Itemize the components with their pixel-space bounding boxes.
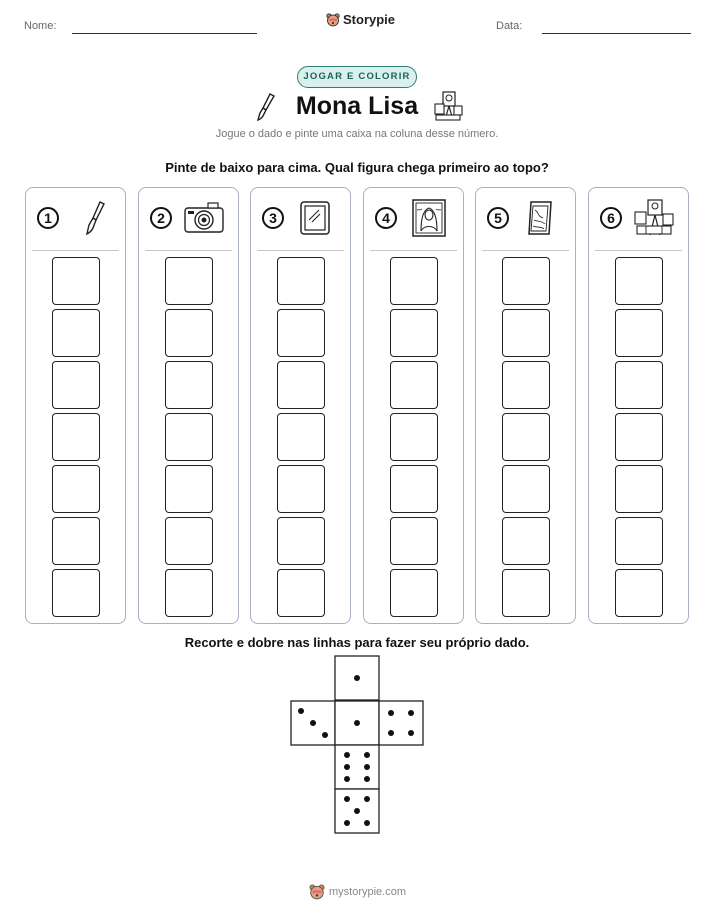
- color-box[interactable]: [502, 465, 550, 513]
- column-3: [250, 187, 351, 624]
- column-divider: [370, 250, 457, 251]
- color-box[interactable]: [165, 361, 213, 409]
- die-pip: [310, 720, 316, 726]
- color-box[interactable]: [52, 517, 100, 565]
- color-box[interactable]: [165, 309, 213, 357]
- color-box[interactable]: [277, 309, 325, 357]
- column-number: 5: [487, 207, 509, 229]
- column-divider: [257, 250, 344, 251]
- color-box[interactable]: [502, 413, 550, 461]
- color-box[interactable]: [277, 257, 325, 305]
- name-line[interactable]: [72, 33, 257, 34]
- color-box[interactable]: [277, 465, 325, 513]
- die-pip: [344, 752, 350, 758]
- footer-link[interactable]: mystorypie.com: [329, 886, 407, 898]
- die-pip: [344, 764, 350, 770]
- wooden-palette-board-icon: [519, 198, 563, 238]
- die-pip: [364, 820, 370, 826]
- color-box[interactable]: [165, 569, 213, 617]
- paintbrush-icon: [69, 198, 113, 238]
- activity-badge: JOGAR E COLORIR: [297, 66, 417, 88]
- column-number: 4: [375, 207, 397, 229]
- color-box[interactable]: [615, 413, 663, 461]
- color-box[interactable]: [615, 361, 663, 409]
- color-box[interactable]: [52, 361, 100, 409]
- color-box[interactable]: [52, 413, 100, 461]
- brand-name: Storypie: [343, 12, 396, 27]
- die-face-6[interactable]: [335, 745, 379, 789]
- column-divider: [32, 250, 119, 251]
- bear-logo-icon: [309, 884, 325, 900]
- die-pip: [354, 675, 360, 681]
- column-divider: [145, 250, 232, 251]
- color-box[interactable]: [390, 413, 438, 461]
- color-box[interactable]: [165, 257, 213, 305]
- color-box[interactable]: [615, 309, 663, 357]
- die-pip: [408, 730, 414, 736]
- color-box[interactable]: [165, 517, 213, 565]
- subtitle: Jogue o dado e pinte uma caixa na coluna desse número.: [215, 128, 499, 140]
- die-face-4[interactable]: [379, 701, 423, 745]
- column-divider: [595, 250, 682, 251]
- camera-icon: [182, 198, 226, 238]
- cut-instruction: Recorte e dobre nas linhas para fazer seu próprio dado.: [184, 635, 530, 650]
- color-box[interactable]: [277, 569, 325, 617]
- color-box[interactable]: [502, 361, 550, 409]
- color-box[interactable]: [615, 257, 663, 305]
- color-box[interactable]: [615, 517, 663, 565]
- instruction-text: Pinte de baixo para cima. Qual figura chega primeiro ao topo?: [165, 160, 549, 175]
- die-pip: [344, 796, 350, 802]
- die-pip: [364, 764, 370, 770]
- die-pip: [322, 732, 328, 738]
- color-box[interactable]: [52, 569, 100, 617]
- color-box[interactable]: [390, 361, 438, 409]
- color-box[interactable]: [277, 517, 325, 565]
- column-4: [363, 187, 464, 624]
- color-box[interactable]: [615, 465, 663, 513]
- color-box[interactable]: [502, 257, 550, 305]
- color-box[interactable]: [277, 413, 325, 461]
- column-5: [475, 187, 576, 624]
- column-number: 3: [262, 207, 284, 229]
- color-box[interactable]: [390, 309, 438, 357]
- page-title: Mona Lisa: [295, 92, 419, 120]
- color-box[interactable]: [502, 309, 550, 357]
- die-pip: [344, 820, 350, 826]
- picture-frame-icon: [294, 198, 338, 238]
- name-label: Nome:: [24, 20, 57, 32]
- date-label: Data:: [496, 20, 523, 32]
- die-pip: [354, 720, 360, 726]
- color-box[interactable]: [502, 517, 550, 565]
- die-pip: [364, 752, 370, 758]
- die-pip: [388, 710, 394, 716]
- color-box[interactable]: [390, 465, 438, 513]
- column-2: [138, 187, 239, 624]
- color-box[interactable]: [390, 517, 438, 565]
- bear-logo-icon: [326, 13, 340, 27]
- color-box[interactable]: [390, 257, 438, 305]
- mona-lisa-portrait-icon: [407, 198, 451, 238]
- color-box[interactable]: [52, 257, 100, 305]
- color-box[interactable]: [502, 569, 550, 617]
- color-box[interactable]: [615, 569, 663, 617]
- die-pip: [408, 710, 414, 716]
- color-box[interactable]: [390, 569, 438, 617]
- die-net: [288, 654, 428, 838]
- column-divider: [482, 250, 569, 251]
- color-box[interactable]: [165, 413, 213, 461]
- date-line[interactable]: [542, 33, 691, 34]
- die-pip: [364, 776, 370, 782]
- column-1: [25, 187, 126, 624]
- color-box[interactable]: [52, 309, 100, 357]
- brand-logo: [326, 12, 395, 27]
- color-box[interactable]: [165, 465, 213, 513]
- color-box[interactable]: [52, 465, 100, 513]
- footer: [309, 884, 406, 900]
- die-pip: [298, 708, 304, 714]
- die-pip: [354, 808, 360, 814]
- column-number: 6: [600, 207, 622, 229]
- color-box[interactable]: [277, 361, 325, 409]
- die-pip: [388, 730, 394, 736]
- easel-paintings-icon: [433, 90, 463, 122]
- die-pip: [364, 796, 370, 802]
- easel-paintings-icon: [632, 198, 676, 238]
- column-number: 2: [150, 207, 172, 229]
- column-number: 1: [37, 207, 59, 229]
- column-6: [588, 187, 689, 624]
- die-pip: [344, 776, 350, 782]
